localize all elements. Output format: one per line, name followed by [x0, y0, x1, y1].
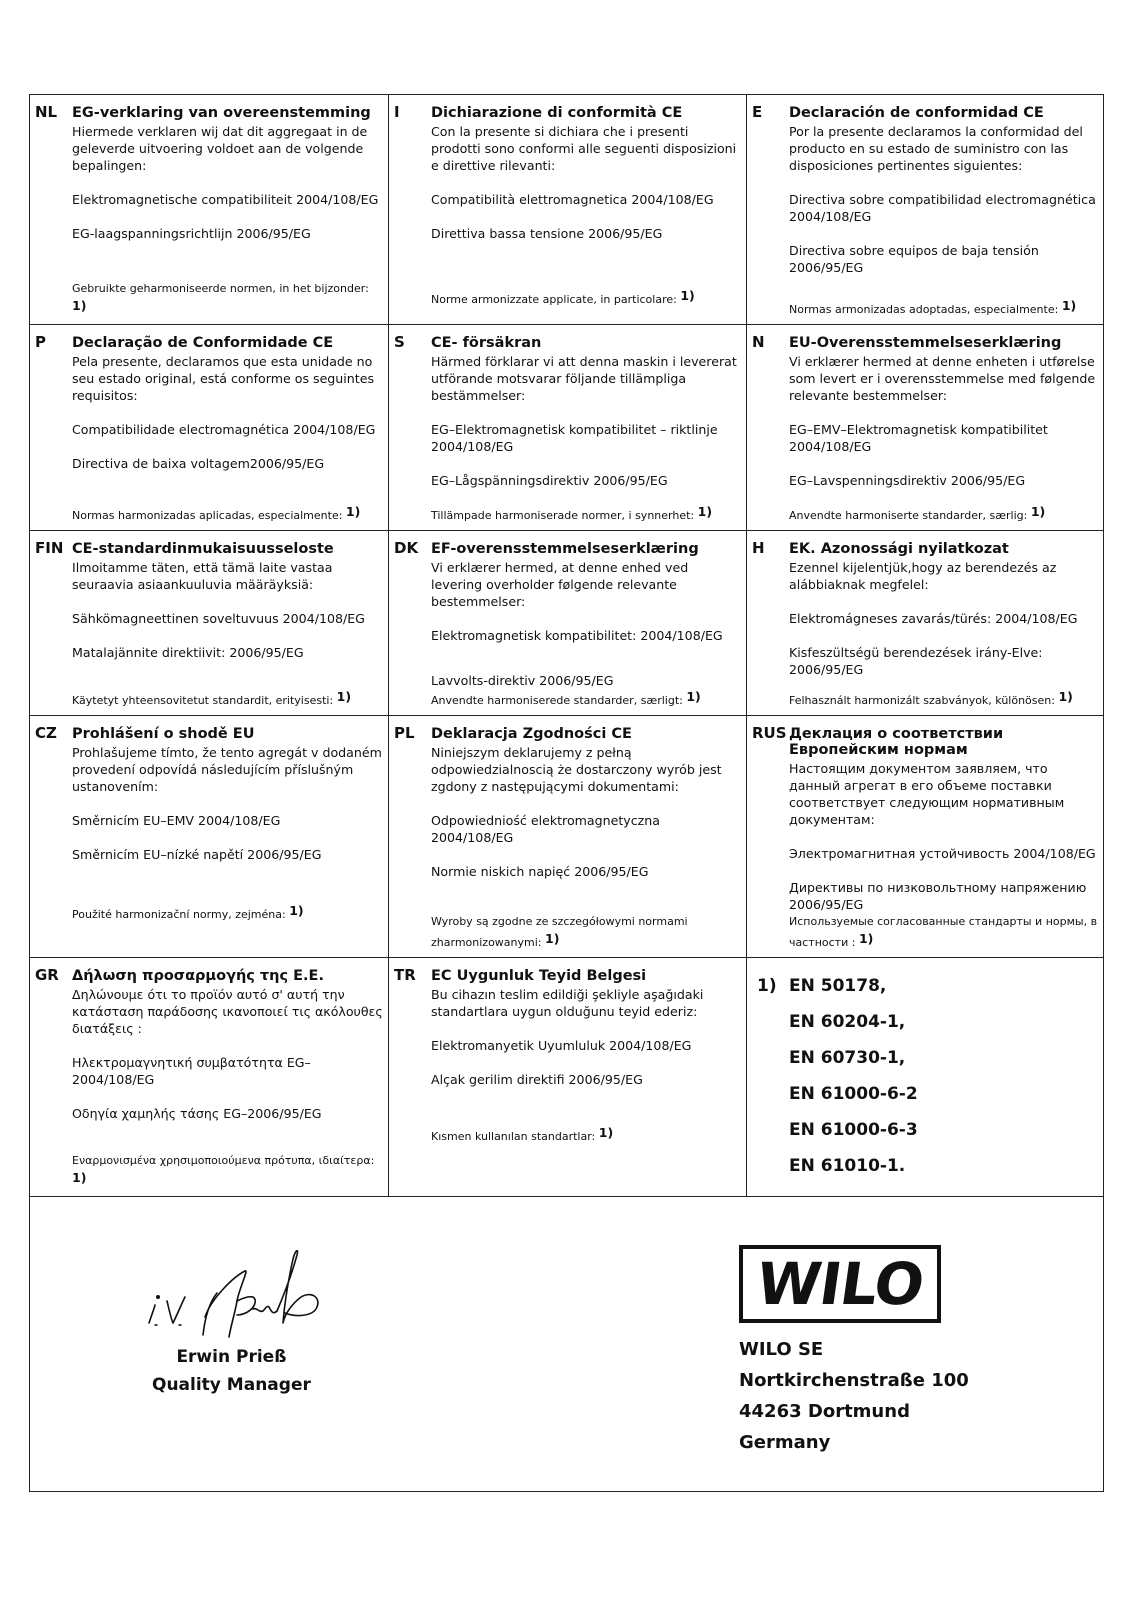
directive-lv: Директивы по низковольтному напряжению 2006/95/EG: [789, 880, 1087, 912]
row-4: [30, 716, 1103, 958]
language-code: CZ: [35, 724, 57, 742]
row-2: [30, 325, 1103, 531]
company-city: 44263 Dortmund: [739, 1401, 910, 1422]
directive-lv: Direttiva bassa tensione 2006/95/EG: [431, 226, 663, 241]
section-title: Деклация о соответствии Европейским нормам: [789, 726, 1004, 758]
section-intro: Pela presente, declaramos que esta unidade no seu estado original, está conforme os seguintes requisitos:: [72, 354, 375, 403]
signatory: [152, 1343, 311, 1399]
section-title: CE- försäkran: [431, 335, 542, 351]
norms-line: [72, 688, 384, 709]
directive-emc: Электромагнитная устойчивость 2004/108/EG: [789, 846, 1096, 861]
norms-line: [431, 1124, 742, 1145]
norms-line: [72, 1152, 384, 1190]
section-title: CE-standardinmukaisuusseloste: [72, 541, 334, 557]
language-code: FIN: [35, 539, 64, 557]
section-fin: [30, 531, 389, 715]
norms-text: Используемые согласованные стандарты и нормы, в частности :: [789, 915, 1098, 949]
directive-emc: Elektromagnetische compatibiliteit 2004/108/EG: [72, 192, 379, 207]
norms-text: Norme armonizzate applicate, in particolare:: [431, 293, 677, 306]
language-code: H: [752, 539, 765, 557]
signatory-name: Erwin Prieß: [176, 1347, 287, 1367]
section-nl: [30, 95, 389, 324]
directive-emc: EG–Elektromagnetisk kompatibilitet – riktlinje 2004/108/EG: [431, 422, 718, 454]
footnote-ref: 1): [1058, 689, 1073, 704]
norms-text: Εναρμονισμένα χρησιμοποιούμενα πρότυπα, ιδιαίτερα:: [72, 1154, 375, 1167]
directive-lv: Alçak gerilim direktifi 2006/95/EG: [431, 1072, 643, 1087]
section-title: EC Uygunluk Teyid Belgesi: [431, 968, 647, 984]
section-title: EG-verklaring van overeenstemming: [72, 105, 371, 121]
standards-list: [747, 958, 1103, 1196]
section-intro: Vi erklærer hermed at denne enheten i utførelse som levert er i overensstemmelse med følgende relevante bestemmelser:: [789, 354, 1096, 403]
footnote-mark: 1): [757, 976, 777, 996]
section-title: Declaração de Conformidade CE: [72, 335, 334, 351]
section-intro: Por la presente declaramos la conformidad del producto en su estado de suministro con las disposiciones pertinentes siguientes:: [789, 124, 1083, 173]
standard-item: EN 61000-6-3: [789, 1120, 918, 1140]
section-h: [747, 531, 1103, 715]
directive-emc: Ηλεκτρομαγνητική συμβατότητα EG–2004/108/EG: [72, 1055, 311, 1087]
norms-text: Felhasznált harmonizált szabványok, különösen:: [789, 694, 1055, 707]
section-gr: [30, 958, 389, 1196]
handwritten-signature: [145, 1237, 345, 1347]
footnote-ref: 1): [336, 689, 352, 704]
norms-text: Wyroby są zgodne ze szczegółowymi normami zharmonizowanymi:: [431, 915, 688, 949]
directive-emc: Compatibilità elettromagnetica 2004/108/EG: [431, 192, 714, 207]
directive-lv: Οδηγία χαμηλής τάσης EG–2006/95/EG: [72, 1106, 322, 1121]
footnote-ref: 1): [72, 298, 87, 313]
footnote-ref: 1): [697, 504, 713, 519]
section-title: EU-Overensstemmelseserklæring: [789, 335, 1062, 351]
norms-text: Normas harmonizadas aplicadas, especialmente:: [72, 509, 343, 522]
standards-items: [789, 968, 918, 1184]
language-code: DK: [394, 539, 419, 557]
footnote-ref: 1): [545, 931, 560, 946]
footnote-ref: 1): [680, 288, 695, 303]
section-intro: Con la presente si dichiara che i presenti prodotti sono conformi alle seguenti disposizioni e direttive rilevanti:: [431, 124, 737, 173]
standard-item: EN 61000-6-2: [789, 1084, 918, 1104]
language-code: E: [752, 103, 763, 121]
signature-area: [30, 1196, 1103, 1492]
section-title: Δήλωση προσαρμογής της Ε.Ε.: [72, 968, 324, 984]
section-intro: Prohlašujeme tímto, že tento agregát v dodaném provedení odpovídá následujícím příslušným ustanovením:: [72, 745, 382, 794]
directive-lv: EG–Lågspänningsdirektiv 2006/95/EG: [431, 473, 668, 488]
company-street: Nortkirchenstraße 100: [739, 1370, 969, 1391]
language-code: P: [35, 333, 46, 351]
footnote-ref: 1): [1030, 504, 1046, 519]
section-title: Deklaracja Zgodności CE: [431, 726, 632, 742]
directive-lv: Směrnicím EU–nízké napětí 2006/95/EG: [72, 847, 322, 862]
section-intro: Δηλώνουμε ότι το προϊόν αυτό σ' αυτή την κατάσταση παράδοσης ικανοποιεί τις ακόλουθες διατάξεις :: [72, 987, 383, 1036]
language-code: GR: [35, 966, 59, 984]
wilo-logo: [739, 1245, 941, 1323]
norms-text: Tillämpade harmoniserade normer, i synnerhet:: [431, 509, 695, 522]
directive-emc: Sähkömagneettinen soveltuvuus 2004/108/EG: [72, 611, 365, 626]
signatory-role: Quality Manager: [152, 1375, 311, 1395]
language-code: RUS: [752, 724, 787, 742]
section-intro: Niniejszym deklarujemy z pełną odpowiedzialnoscią że dostarczony wyrób jest zgdony z następującymi dokumentami:: [431, 745, 722, 794]
section-intro: Hiermede verklaren wij dat dit aggregaat in de geleverde uitvoering voldoet aan de volgende bepalingen:: [72, 124, 368, 173]
section-title: Declaración de conformidad CE: [789, 105, 1044, 121]
footnote-ref: 1): [1061, 298, 1077, 313]
directive-lv: EG–Lavspenningsdirektiv 2006/95/EG: [789, 473, 1026, 488]
section-intro: Härmed förklarar vi att denna maskin i levererat utförande motsvarar följande tillämpliga bestämmelser:: [431, 354, 737, 403]
language-code: I: [394, 103, 400, 121]
directive-emc: Elektromágneses zavarás/türés: 2004/108/EG: [789, 611, 1078, 626]
section-intro: Настоящим документом заявляем, что данный агрегат в его объеме поставки соответствует следующим нормативным документам:: [789, 761, 1065, 827]
section-title: EF-overensstemmelseserklæring: [431, 541, 699, 557]
norms-line: [431, 503, 742, 524]
directive-emc: Elektromanyetik Uyumluluk 2004/108/EG: [431, 1038, 692, 1053]
language-code: S: [394, 333, 405, 351]
section-rus: [747, 716, 1103, 957]
directive-emc: EG–EMV–Elektromagnetisk kompatibilitet 2004/108/EG: [789, 422, 1048, 454]
company-address: [739, 1334, 969, 1458]
directive-emc: Odpowiedniość elektromagnetyczna 2004/108/EG: [431, 813, 660, 845]
section-title: Prohlášení o shodě EU: [72, 726, 255, 742]
norms-line: [431, 287, 742, 308]
directive-emc: Směrnicím EU–EMV 2004/108/EG: [72, 813, 281, 828]
directive-lv: EG-laagspanningsrichtlijn 2006/95/EG: [72, 226, 311, 241]
norms-text: Gebruikte geharmoniseerde normen, in het bijzonder:: [72, 282, 369, 295]
norms-text: Anvendte harmoniserede standarder, særligt:: [431, 694, 683, 707]
norms-line: [789, 913, 1099, 951]
company-name: WILO SE: [739, 1339, 824, 1360]
section-intro: Ilmoitamme täten, että tämä laite vastaa seuraavia asiaankuuluvia määräyksiä:: [72, 560, 333, 592]
row-5: [30, 958, 1103, 1196]
standard-item: EN 60730-1,: [789, 1048, 906, 1068]
directive-lv: Lavvolts-direktiv 2006/95/EG: [431, 673, 614, 688]
section-title: EK. Azonossági nyilatkozat: [789, 541, 1009, 557]
section-title: Dichiarazione di conformità CE: [431, 105, 683, 121]
section-pl: [389, 716, 747, 957]
norms-line: [72, 902, 384, 923]
footnote-ref: 1): [858, 931, 874, 946]
section-e: [747, 95, 1103, 324]
declaration-sheet: [29, 94, 1104, 1492]
section-tr: [389, 958, 747, 1196]
section-intro: Bu cihazın teslim edildiği şekliyle aşağıdaki standartlara uygun olduğunu teyid ederiz:: [431, 987, 704, 1019]
section-intro: Vi erklærer hermed, at denne enhed ved levering overholder følgende relevante bestemmelser:: [431, 560, 689, 609]
directive-emc: Elektromagnetisk kompatibilitet: 2004/108/EG: [431, 628, 723, 643]
directive-lv: Directiva de baixa voltagem2006/95/EG: [72, 456, 325, 471]
company-country: Germany: [739, 1432, 831, 1453]
section-i: [389, 95, 747, 324]
row-1: [30, 95, 1103, 325]
language-code: N: [752, 333, 765, 351]
directive-lv: Directiva sobre equipos de baja tensión 2006/95/EG: [789, 243, 1039, 275]
norms-line: [431, 688, 742, 709]
norms-line: [431, 913, 742, 951]
norms-text: Použité harmonizační normy, zejména:: [72, 908, 286, 921]
norms-text: Käytetyt yhteensovitetut standardit, erityisesti:: [72, 694, 334, 707]
standard-item: EN 50178,: [789, 976, 887, 996]
directive-lv: Matalajännite direktiivit: 2006/95/EG: [72, 645, 304, 660]
norms-text: Kısmen kullanılan standartlar:: [431, 1130, 596, 1143]
norms-line: [789, 297, 1099, 318]
section-s: [389, 325, 747, 530]
row-3: [30, 531, 1103, 716]
directive-lv: Normie niskich napięć 2006/95/EG: [431, 864, 649, 879]
language-code: PL: [394, 724, 415, 742]
footnote-ref: 1): [345, 504, 361, 519]
directive-emc: Directiva sobre compatibilidad electromagnética 2004/108/EG: [789, 192, 1096, 224]
footnote-ref: 1): [289, 903, 304, 918]
norms-text: Anvendte harmoniserte standarder, særlig:: [789, 509, 1028, 522]
logo-text: WILO: [752, 1250, 928, 1318]
norms-line: [789, 688, 1099, 709]
standard-item: EN 61010-1.: [789, 1156, 906, 1176]
language-code: TR: [394, 966, 416, 984]
section-p: [30, 325, 389, 530]
norms-text: Normas armonizadas adoptadas, especialmente:: [789, 303, 1059, 316]
footnote-ref: 1): [686, 689, 701, 704]
directive-lv: Kisfeszültségü berendezések irány-Elve: 2006/95/EG: [789, 645, 1043, 677]
directive-emc: Compatibilidade electromagnética 2004/108/EG: [72, 422, 376, 437]
norms-line: [789, 503, 1099, 524]
norms-line: [72, 503, 384, 524]
language-code: NL: [35, 103, 58, 121]
section-intro: Ezennel kijelentjük,hogy az berendezés az alábbiaknak megfelel:: [789, 560, 1057, 592]
footnote-ref: 1): [72, 1170, 87, 1185]
section-n: [747, 325, 1103, 530]
standard-item: EN 60204-1,: [789, 1012, 906, 1032]
footnote-ref: 1): [598, 1125, 614, 1140]
section-dk: [389, 531, 747, 715]
norms-line: [72, 280, 384, 318]
section-cz: [30, 716, 389, 957]
